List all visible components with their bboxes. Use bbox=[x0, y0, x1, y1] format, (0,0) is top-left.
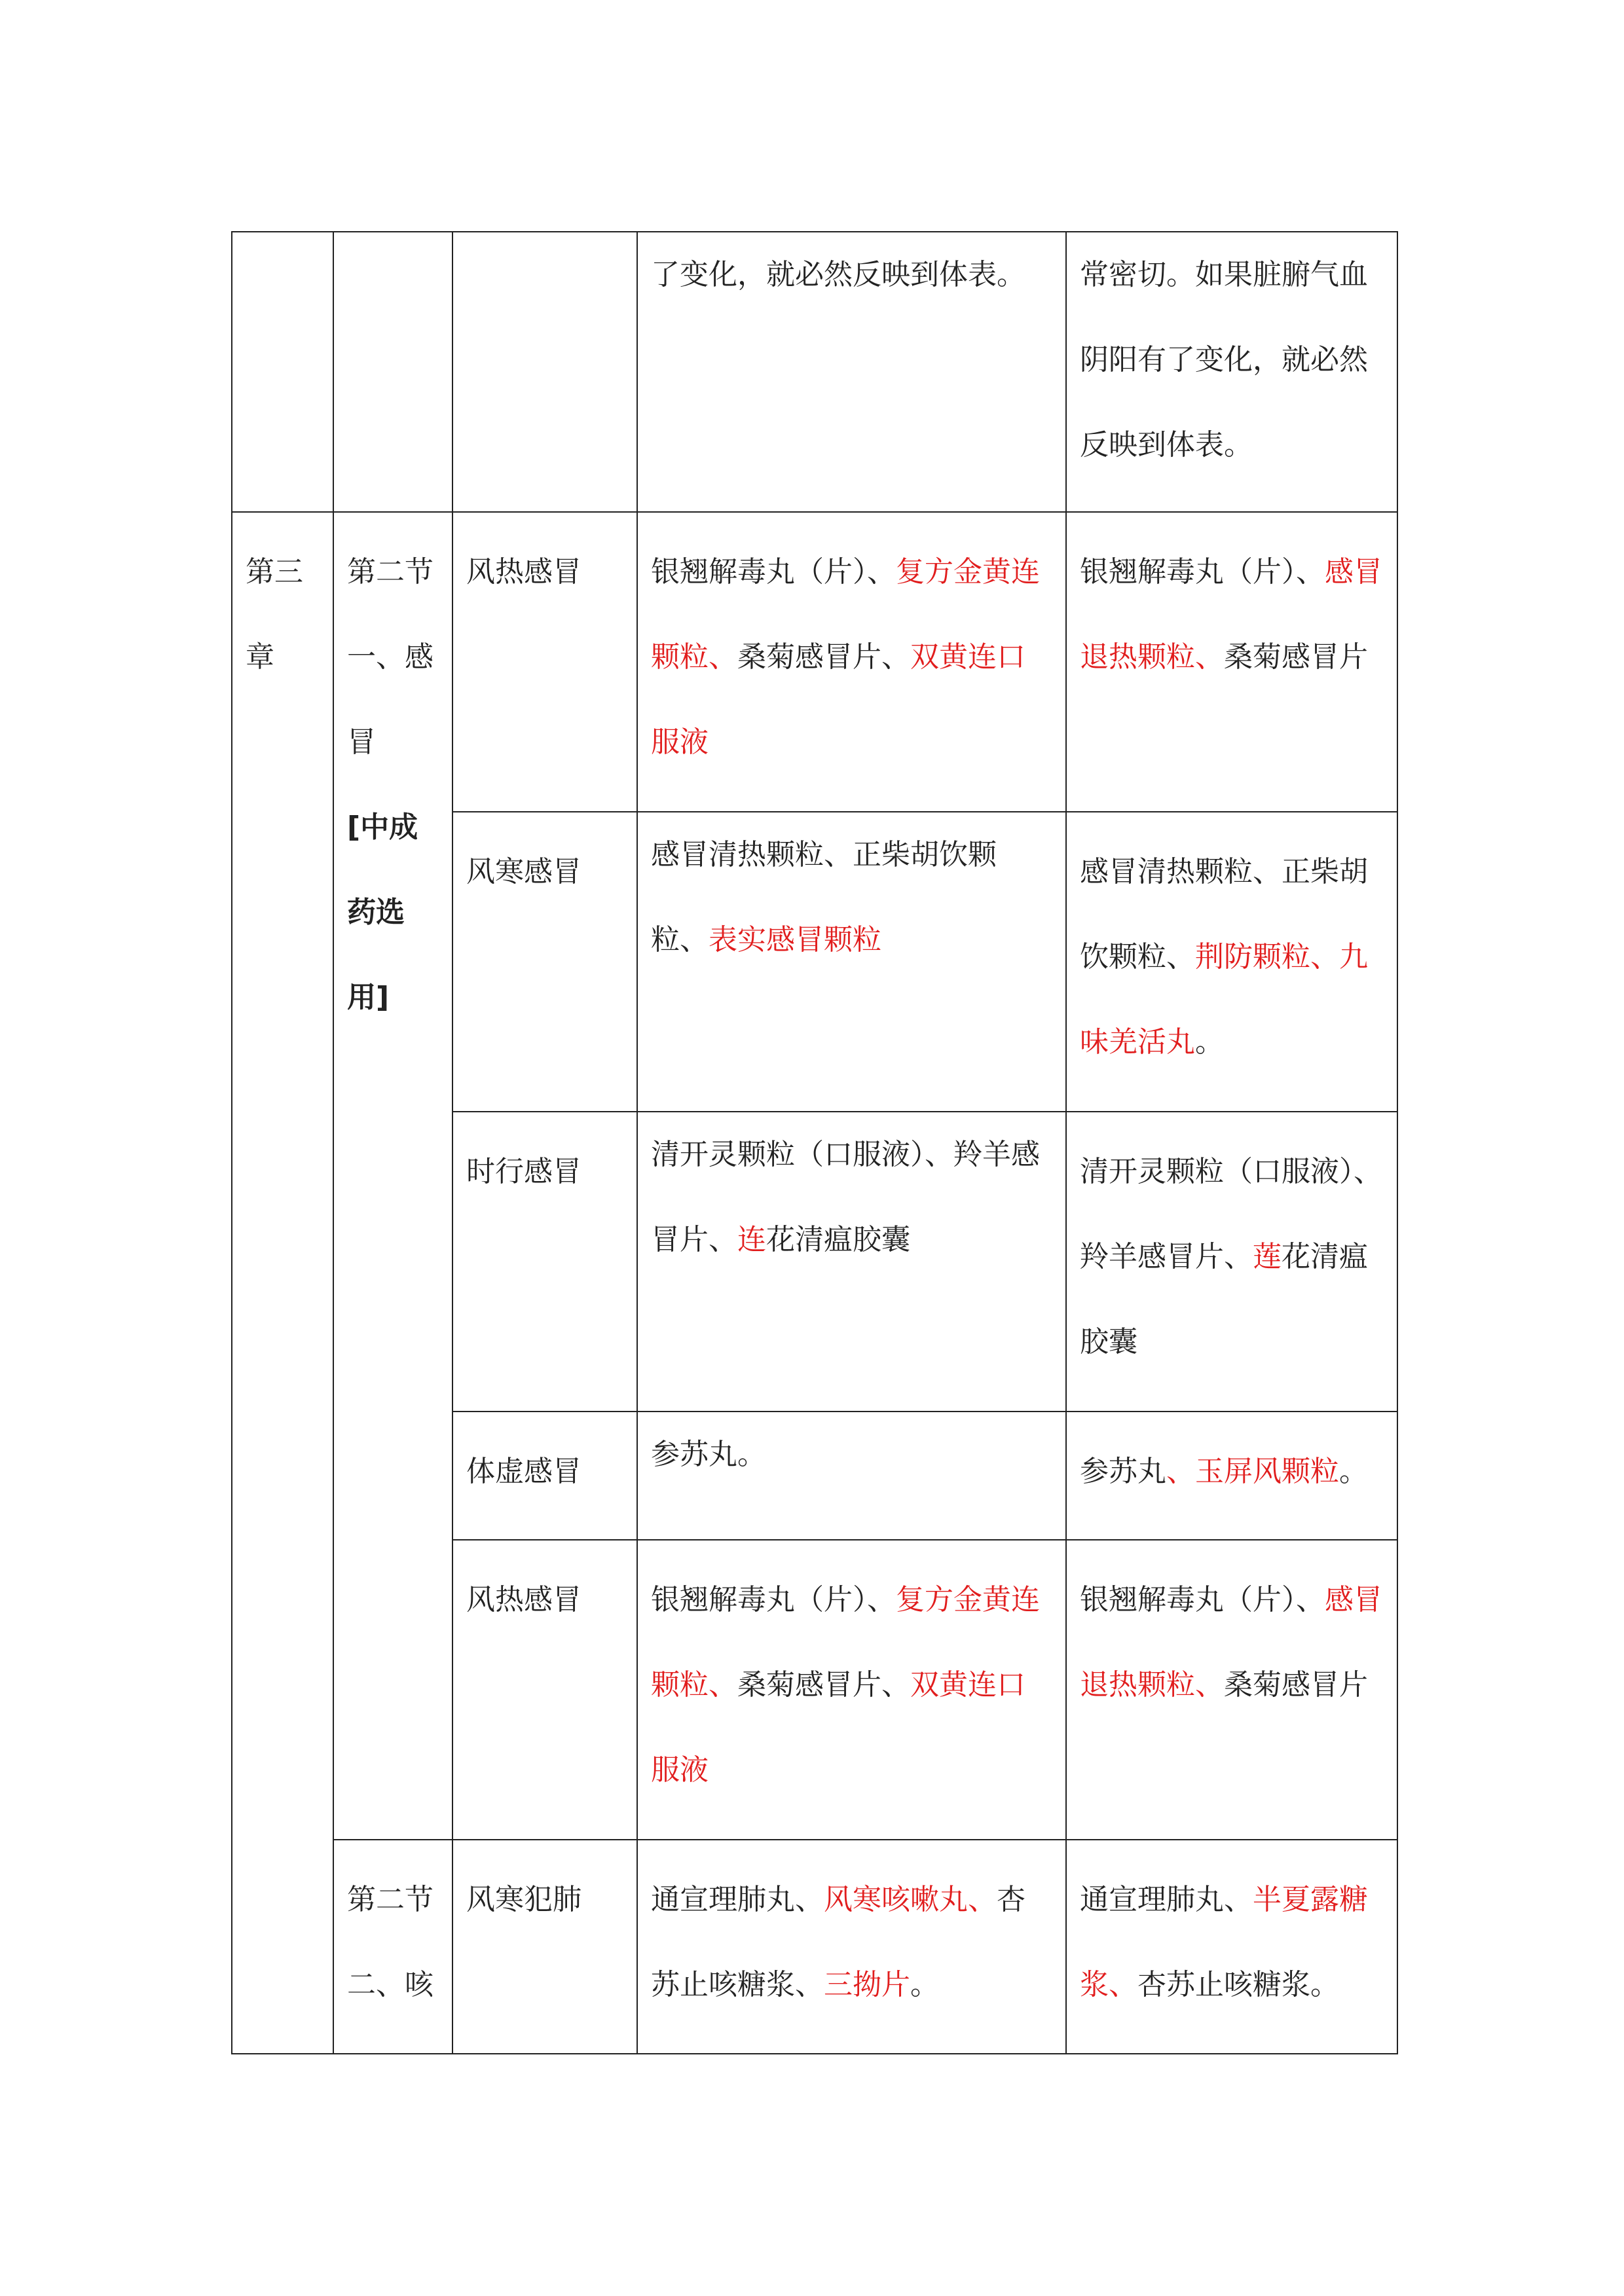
drug-name-highlight: 三拗片 bbox=[824, 1968, 910, 2001]
syndrome-label: 风寒感冒 bbox=[466, 855, 581, 888]
drug-name: 。 bbox=[1195, 1025, 1224, 1059]
drugs-cell-left bbox=[637, 1412, 1066, 1540]
drug-name: 感冒清热颗粒、正柴胡饮颗粒、 bbox=[651, 838, 997, 957]
drug-name-highlight: 复方金黄连颗粒、 bbox=[651, 555, 1040, 674]
table-row bbox=[232, 232, 1397, 512]
drug-list bbox=[651, 1558, 1052, 1813]
syndrome-label: 风寒犯肺 bbox=[466, 1883, 581, 1916]
drugs-cell-right bbox=[1066, 1112, 1397, 1412]
drug-comparison-table bbox=[231, 231, 1398, 2054]
drug-name: 桑菊感冒片 bbox=[1224, 1668, 1368, 1702]
drug-name-highlight: 感冒退热颗粒、 bbox=[1080, 555, 1382, 674]
drugs-cell-right bbox=[1066, 1540, 1397, 1840]
drugs-cell-right bbox=[1066, 512, 1397, 812]
drug-name: 感冒清热颗粒、正柴胡饮颗粒、 bbox=[1080, 855, 1368, 974]
section-note: [中成药选用] bbox=[347, 811, 418, 1014]
drug-list bbox=[651, 530, 1052, 785]
drug-list bbox=[651, 232, 1052, 318]
drugs-cell-left bbox=[637, 812, 1066, 1112]
section-cell bbox=[333, 512, 452, 1840]
section-cell bbox=[333, 232, 452, 512]
drug-name: 桑菊感冒片 bbox=[1224, 640, 1368, 674]
drug-name: 参苏丸 bbox=[1080, 1455, 1166, 1488]
table-row bbox=[232, 1840, 1397, 2054]
drug-name: 杏苏止咳糖浆。 bbox=[1137, 1968, 1339, 2001]
drug-name-highlight: 感冒退热颗粒、 bbox=[1080, 1583, 1382, 1702]
drug-name: 银翘解毒丸（片）、 bbox=[651, 1583, 896, 1616]
drug-name: 。 bbox=[1339, 1455, 1368, 1488]
drug-name: 清开灵颗粒（口服液）、羚羊感冒片、 bbox=[651, 1138, 1040, 1256]
drug-name: 通宣理肺丸、 bbox=[1080, 1883, 1253, 1916]
drug-list bbox=[1080, 530, 1384, 700]
drugs-cell-right bbox=[1066, 812, 1397, 1112]
drugs-cell-left bbox=[637, 1540, 1066, 1840]
section-cell bbox=[333, 1840, 452, 2054]
drugs-cell-right bbox=[1066, 232, 1397, 512]
drug-list bbox=[1080, 829, 1384, 1085]
drug-list bbox=[1080, 1558, 1384, 1728]
syndrome-cell bbox=[452, 512, 637, 812]
chapter-cell bbox=[232, 512, 333, 2054]
drug-name: 参苏丸。 bbox=[651, 1438, 766, 1471]
drug-name: 清开灵颗粒（口服液）、羚羊感冒片、 bbox=[1080, 1155, 1382, 1273]
drug-name: 通宣理肺丸、 bbox=[651, 1883, 824, 1916]
drug-name: 银翘解毒丸（片）、 bbox=[1080, 555, 1325, 589]
syndrome-cell bbox=[452, 1412, 637, 1540]
drugs-cell-left bbox=[637, 232, 1066, 512]
syndrome-cell bbox=[452, 232, 637, 512]
chapter-cell bbox=[232, 232, 333, 512]
drug-list bbox=[651, 812, 1052, 983]
drug-list bbox=[1080, 232, 1384, 488]
drug-name-highlight: 风寒咳嗽丸、 bbox=[824, 1883, 997, 1916]
drug-list bbox=[651, 1857, 1052, 2028]
drugs-cell-right bbox=[1066, 1412, 1397, 1540]
drug-name-highlight: 半夏露糖浆、 bbox=[1080, 1883, 1368, 2001]
drug-name-highlight: 双黄连口服液 bbox=[651, 640, 1025, 759]
syndrome-cell bbox=[452, 1540, 637, 1840]
chapter-label: 第三章 bbox=[246, 555, 303, 674]
drug-list bbox=[1080, 1129, 1384, 1385]
syndrome-label: 风热感冒 bbox=[466, 555, 581, 589]
drug-name: 桑菊感冒片、 bbox=[737, 640, 910, 674]
drug-name-highlight: 复方金黄连颗粒、 bbox=[651, 1583, 1040, 1702]
drug-name: 银翘解毒丸（片）、 bbox=[1080, 1583, 1325, 1616]
drug-name: 桑菊感冒片、 bbox=[737, 1668, 910, 1702]
section-title: 二、咳 bbox=[347, 1968, 434, 2001]
drug-name: 。 bbox=[910, 1968, 939, 2001]
syndrome-cell bbox=[452, 1840, 637, 2054]
drug-name-highlight: 表实感冒颗粒 bbox=[709, 923, 881, 957]
drug-name: 了变化，就必然反映到体表。 bbox=[651, 258, 1025, 291]
drug-name: 常密切。如果脏腑气血阴阳有了变化，就必然反映到体表。 bbox=[1080, 258, 1368, 462]
syndrome-cell bbox=[452, 1112, 637, 1412]
drug-name: 银翘解毒丸（片）、 bbox=[651, 555, 896, 589]
drugs-cell-left bbox=[637, 1112, 1066, 1412]
syndrome-cell bbox=[452, 812, 637, 1112]
drug-name: 杏苏止咳糖浆、 bbox=[651, 1883, 1025, 2001]
drug-name-highlight: 双黄连口服液 bbox=[651, 1668, 1025, 1787]
section-label: 第二节 bbox=[347, 555, 434, 589]
drug-name-highlight: 、玉屏风颗粒 bbox=[1166, 1455, 1339, 1488]
syndrome-label: 时行感冒 bbox=[466, 1155, 581, 1188]
drugs-cell-right bbox=[1066, 1840, 1397, 2054]
drug-name-highlight: 莲 bbox=[1253, 1240, 1282, 1273]
syndrome-label: 风热感冒 bbox=[466, 1583, 581, 1616]
drugs-cell-left bbox=[637, 1840, 1066, 2054]
drug-list bbox=[1080, 1857, 1384, 2028]
drug-name-highlight: 连 bbox=[737, 1223, 766, 1256]
drug-name: 花清瘟胶囊 bbox=[766, 1223, 910, 1256]
drug-name-highlight: 荆防颗粒、九味羌活丸 bbox=[1080, 940, 1368, 1059]
drug-name: 花清瘟胶囊 bbox=[1080, 1240, 1368, 1358]
drug-list bbox=[1080, 1429, 1384, 1514]
drug-list bbox=[651, 1412, 1052, 1497]
section-label: 第二节 bbox=[347, 1883, 434, 1916]
section-title: 一、感冒 bbox=[347, 640, 434, 759]
drugs-cell-left bbox=[637, 512, 1066, 812]
syndrome-label: 体虚感冒 bbox=[466, 1455, 581, 1488]
drug-list bbox=[651, 1112, 1052, 1283]
table-row bbox=[232, 512, 1397, 812]
